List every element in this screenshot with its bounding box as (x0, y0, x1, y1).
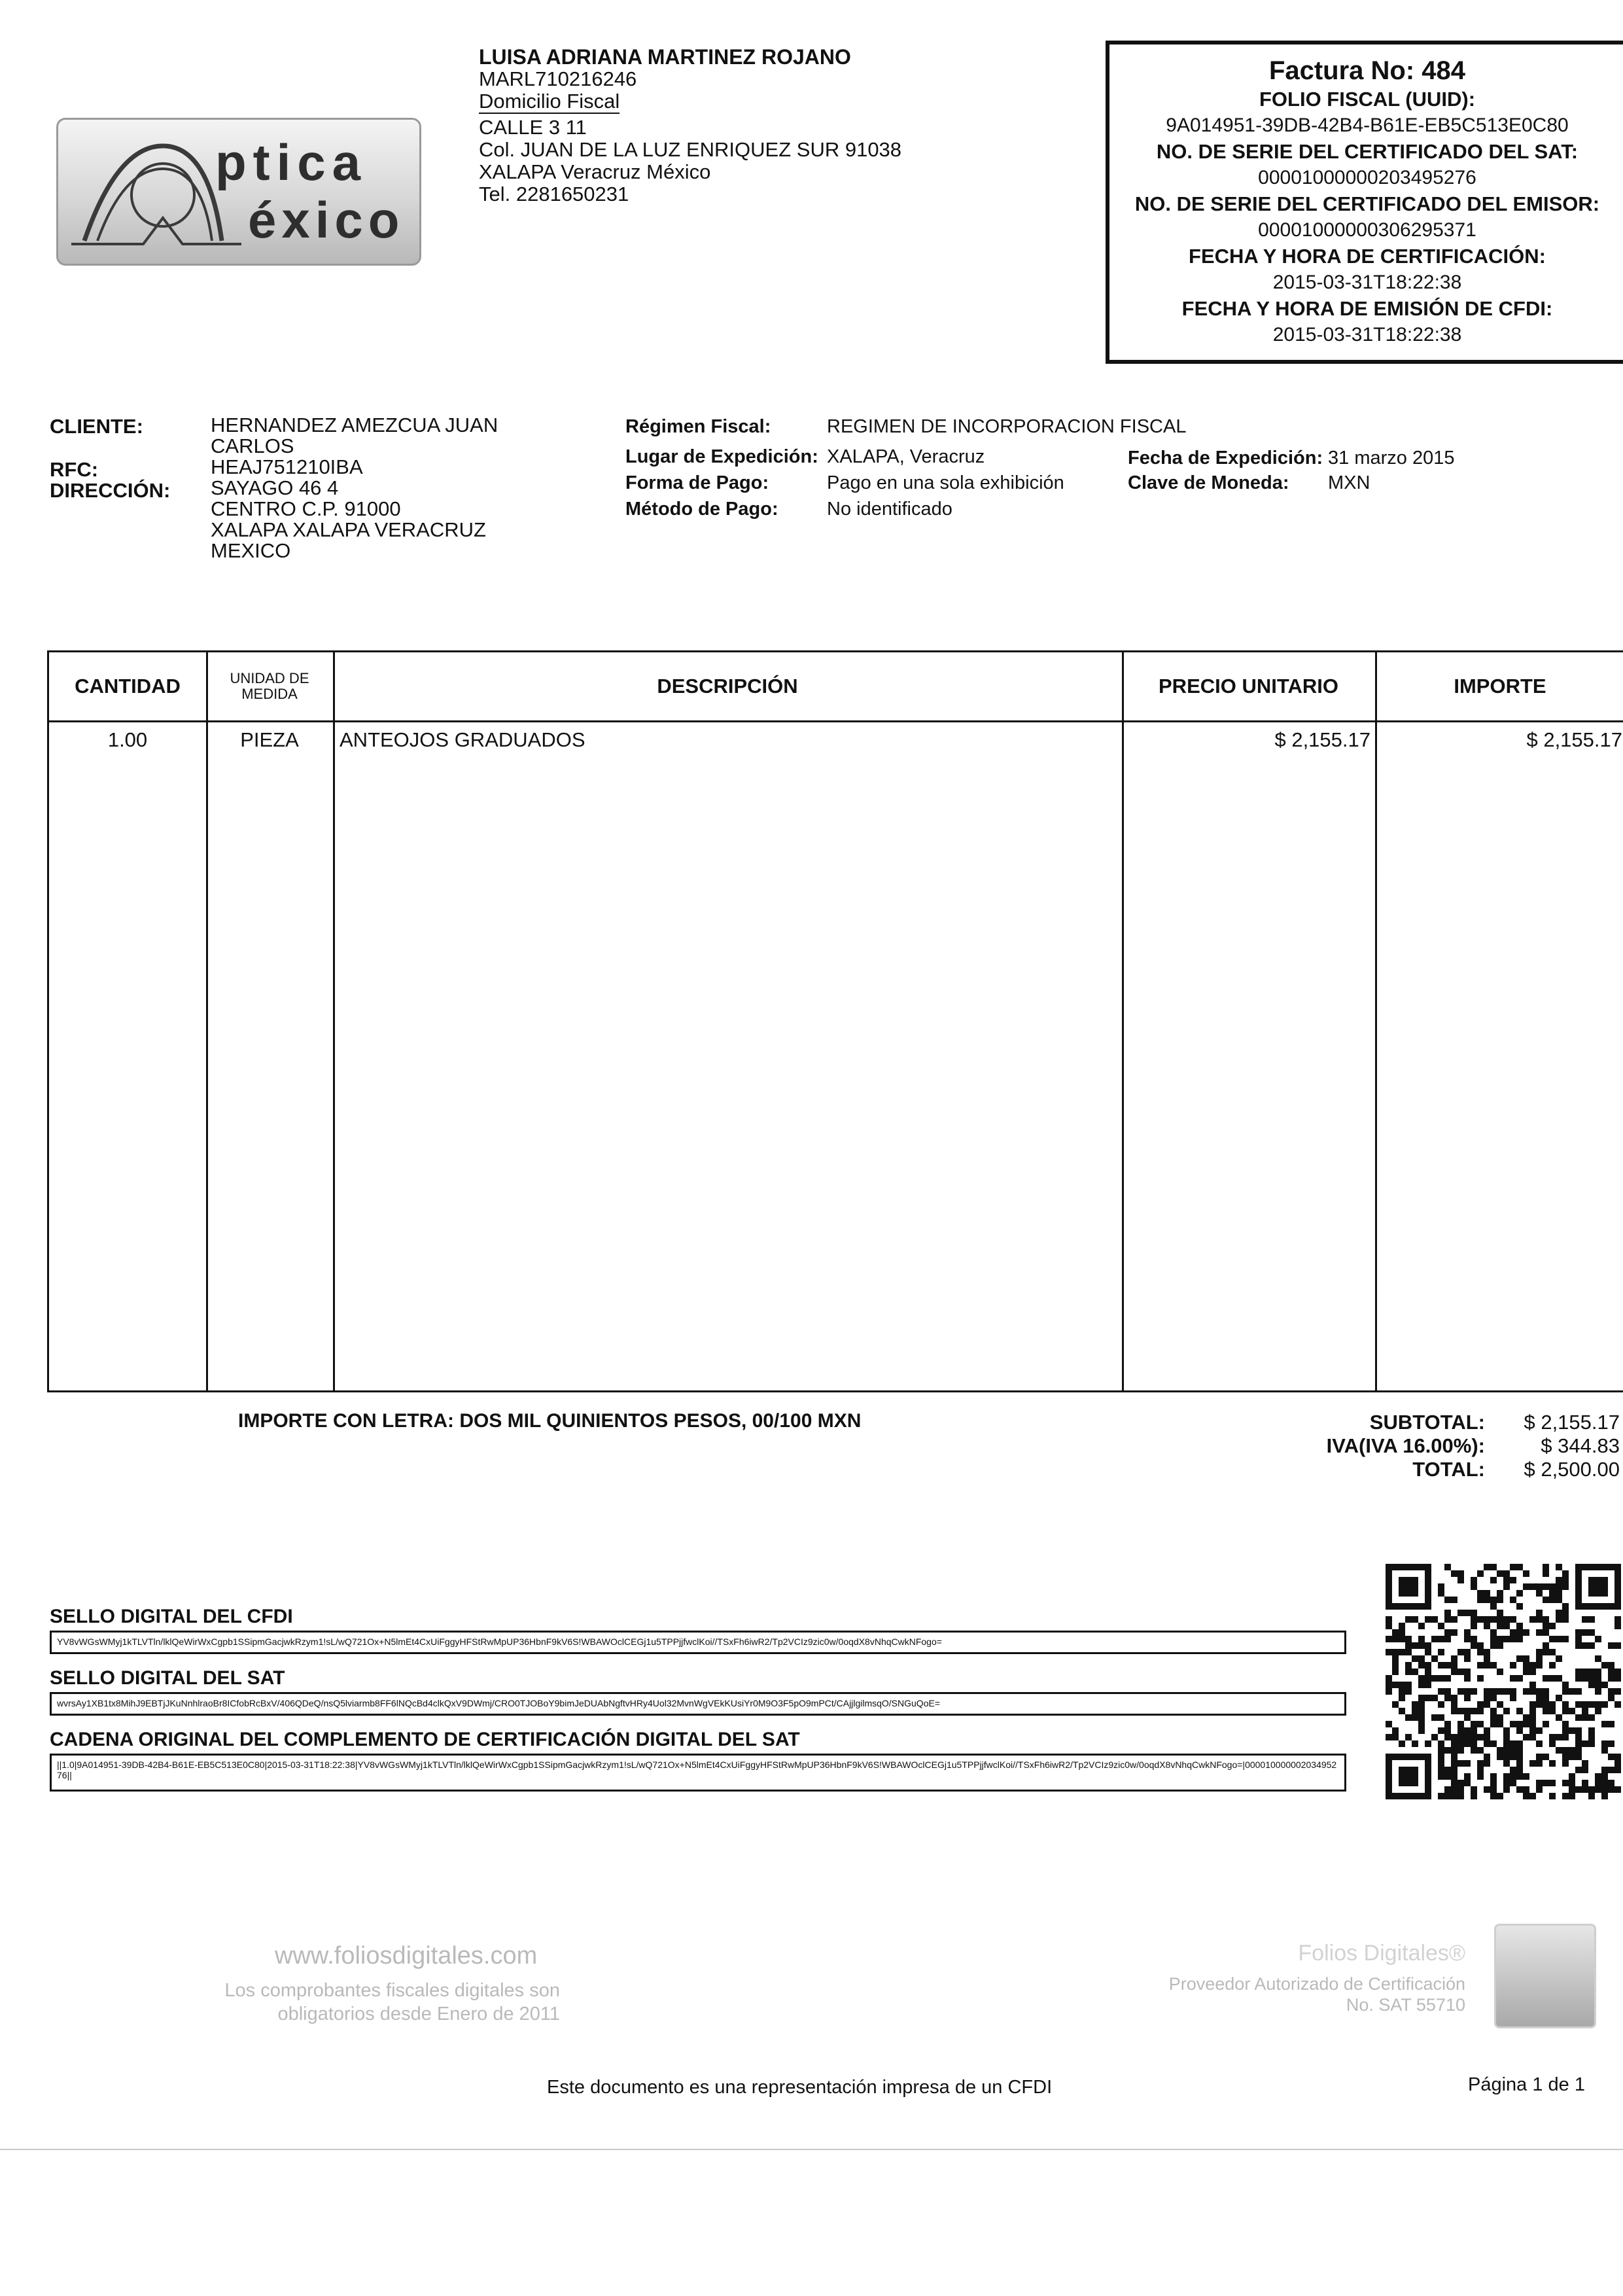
row-precio: $ 2,155.17 (1274, 728, 1370, 751)
moneda-label: Clave de Moneda: (1128, 472, 1289, 493)
footer-representation: Este documento es una representación impresa de un CFDI (547, 2077, 1053, 2098)
metodo-label: Método de Pago: (625, 499, 778, 520)
footer-site: www.foliosdigitales.com (275, 1942, 538, 1969)
qr-code-icon (1386, 1564, 1621, 1799)
emisor-serie-label: NO. DE SERIE DEL CERTIFICADO DEL EMISOR: (1134, 192, 1600, 215)
issuer-street: CALLE 3 11 (479, 116, 587, 139)
sat-serie-label: NO. DE SERIE DEL CERTIFICADO DEL SAT: (1156, 140, 1579, 163)
issuer-rfc: MARL710216246 (479, 67, 637, 90)
logo-text-bottom: éxico (248, 191, 405, 249)
footer-note-line1: Los comprobantes fiscales digitales son (224, 1980, 560, 2001)
invoice-title: Factura No: 484 (1268, 56, 1466, 85)
page-number: Página 1 de 1 (1468, 2074, 1585, 2095)
client-address-line2: CENTRO C.P. 91000 (211, 497, 401, 520)
footer-note-line2: obligatorios desde Enero de 2011 (277, 2004, 560, 2024)
subtotal-value: $ 2,155.17 (1524, 1411, 1620, 1434)
sello-cfdi-label: SELLO DIGITAL DEL CFDI (50, 1606, 293, 1627)
cliente-label: CLIENTE: (50, 415, 143, 438)
cadena-original-label: CADENA ORIGINAL DEL COMPLEMENTO DE CERTIFICACIÓN DIGITAL DEL SAT (50, 1729, 800, 1750)
domicilio-label: Domicilio Fiscal (479, 90, 620, 113)
regimen-label: Régimen Fiscal: (625, 416, 771, 437)
lugar-value: XALAPA, Veracruz (827, 446, 985, 467)
moneda-value: MXN (1328, 472, 1370, 493)
client-name-line1: HERNANDEZ AMEZCUA JUAN (211, 414, 498, 436)
row-cantidad: 1.00 (107, 728, 148, 751)
row-importe: $ 2,155.17 (1526, 728, 1622, 751)
row-unidad: PIEZA (240, 728, 299, 751)
footer-provider (1112, 1973, 1465, 2015)
forma-label: Forma de Pago: (625, 472, 769, 493)
client-info (211, 415, 498, 561)
issuer-block (479, 46, 901, 205)
client-address-line4: MEXICO (211, 539, 291, 562)
header-precio: PRECIO UNITARIO (1159, 675, 1338, 698)
total-value: $ 2,500.00 (1524, 1458, 1620, 1481)
row-descripcion: ANTEOJOS GRADUADOS (340, 728, 585, 751)
fecha-value: 31 marzo 2015 (1328, 448, 1455, 468)
rfc-label: RFC: (50, 458, 99, 481)
page-divider (0, 2149, 1623, 2150)
table-col-divider (1375, 652, 1377, 1390)
direccion-label: DIRECCIÓN: (50, 479, 171, 502)
folio-label: FOLIO FISCAL (UUID): (1259, 88, 1476, 111)
cert-label: FECHA Y HORA DE CERTIFICACIÓN: (1189, 245, 1546, 268)
logo-text-top: ptica (215, 133, 368, 191)
issuer-name: LUISA ADRIANA MARTINEZ ROJANO (479, 45, 851, 69)
client-name-line2: CARLOS (211, 434, 294, 457)
subtotal-label: SUBTOTAL: (1369, 1411, 1485, 1434)
table-header-divider (49, 720, 1623, 722)
sat-serie-value: 00001000000203495276 (1258, 167, 1476, 188)
iva-label: IVA(IVA 16.00%): (1326, 1434, 1485, 1457)
table-col-divider (333, 652, 335, 1390)
lugar-label: Lugar de Expedición: (625, 446, 818, 467)
emision-label: FECHA Y HORA DE EMISIÓN DE CFDI: (1181, 297, 1553, 320)
header-importe: IMPORTE (1454, 675, 1546, 698)
header-unidad (206, 652, 333, 720)
header-unidad-line2: MEDIDA (241, 686, 298, 702)
invoice-info-box (1106, 41, 1623, 364)
footer-provider-line1: Proveedor Autorizado de Certificación (1168, 1974, 1465, 1994)
folio-value: 9A014951-39DB-42B4-B61E-EB5C513E0C80 (1166, 115, 1569, 136)
cadena-original-box: ||1.0|9A014951-39DB-42B4-B61E-EB5C513E0C80|2015-03-31T18:22:38|YV8vWGsWMyj1kTLVTln/lklQeWirWxCgpb1SSipmGacjwkRzym1!sL/wQ721Ox+N5lmEt4CxUiFggyHFStRwMpUP36HbnF9kV6S!WBAWOclCEGj1u5TPPjjfwclKoi//TSxFh6iwR2/Tp2VCIz9zic0w/0oqdX8vNhqCwkNFogo=|00001000000203495276|| (50, 1754, 1346, 1792)
sello-sat-box: wvrsAy1XB1tx8MihJ9EBTjJKuNnhlraoBr8ICfobRcBxV/406QDeQ/nsQ5lviarmb8FF6lNQcBd4clkQxV9DWmj/CRO0TJOBoY9bimJeDUAbNgftvHRy4Uol32MvnWgVEkKUsiYr0M9O3F5pO9mPCt/CAjjlgilmsqO/SNGuQoE= (50, 1692, 1346, 1716)
sello-sat-label: SELLO DIGITAL DEL SAT (50, 1667, 285, 1689)
table-col-divider (1122, 652, 1124, 1390)
total-label: TOTAL: (1412, 1458, 1485, 1481)
regimen-value: REGIMEN DE INCORPORACION FISCAL (827, 416, 1187, 437)
sat-seal-icon (1494, 1924, 1596, 2028)
header-cantidad: CANTIDAD (75, 675, 181, 698)
issuer-phone: Tel. 2281650231 (479, 183, 629, 205)
issuer-colonia: Col. JUAN DE LA LUZ ENRIQUEZ SUR 91038 (479, 138, 902, 161)
client-address-line3: XALAPA XALAPA VERACRUZ (211, 518, 486, 541)
emision-value: 2015-03-31T18:22:38 (1272, 324, 1462, 345)
header-descripcion: DESCRIPCIÓN (657, 675, 798, 698)
forma-value: Pago en una sola exhibición (827, 472, 1064, 493)
fecha-label: Fecha de Expedición: (1128, 448, 1323, 468)
importe-con-letra: IMPORTE CON LETRA: DOS MIL QUINIENTOS PESOS, 00/100 MXN (238, 1410, 862, 1432)
client-address-line1: SAYAGO 46 4 (211, 476, 339, 499)
header-unidad-line1: UNIDAD DE (230, 670, 309, 686)
footer-provider-line2: No. SAT 55710 (1346, 1995, 1465, 2015)
company-logo (56, 118, 421, 266)
iva-value: $ 344.83 (1541, 1434, 1620, 1457)
emisor-serie-value: 00001000000306295371 (1258, 219, 1476, 241)
metodo-value: No identificado (827, 499, 952, 520)
issuer-city: XALAPA Veracruz México (479, 160, 711, 183)
footer-note (183, 1979, 560, 2026)
footer-brand: Folios Digitales® (1298, 1941, 1465, 1966)
client-rfc: HEAJ751210IBA (211, 455, 363, 478)
items-table (47, 650, 1623, 1392)
cert-value: 2015-03-31T18:22:38 (1272, 272, 1462, 293)
table-col-divider (206, 652, 208, 1390)
sello-cfdi-box: YV8vWGsWMyj1kTLVTln/lklQeWirWxCgpb1SSipmGacjwkRzym1!sL/wQ721Ox+N5lmEt4CxUiFggyHFStRwMpUP36HbnF9kV6S!WBAWOclCEGj1u5TPPjjfwclKoi//TSxFh6iwR2/Tp2VCIz9zic0w/0oqdX8vNhqCwkNFogo= (50, 1631, 1346, 1654)
